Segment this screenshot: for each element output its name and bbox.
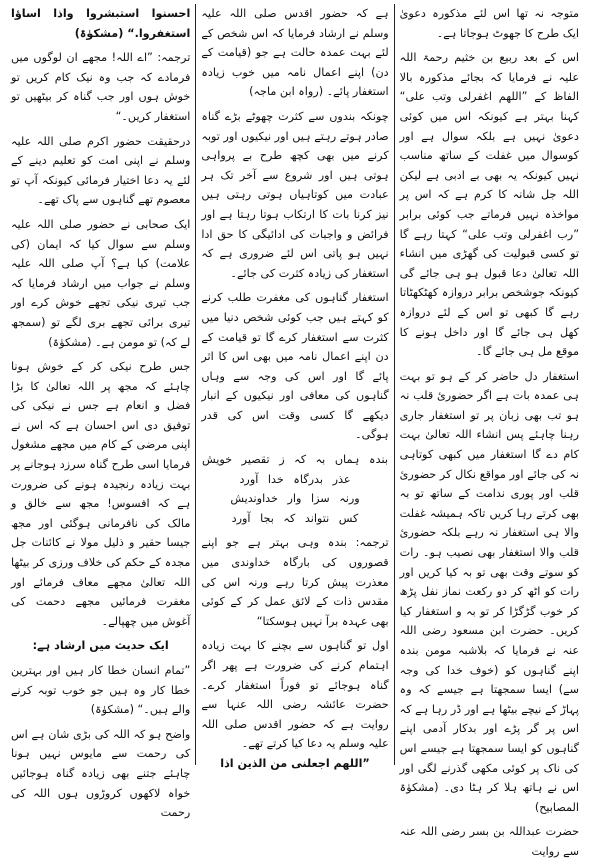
poem-line: کس نتواند کہ بجا آورد: [231, 511, 359, 525]
persian-poem: [201, 450, 388, 528]
paragraph: اول تو گناہوں سے بچنے کا بہت زیادہ اہتمام کرنے کی ضرورت ہے پھر اگر گناہ ہوجائے تو فوراً استغفار کرے۔ حضرت عائشہ رضی اللہ عنہا سے روایت ہے کہ حضور اقدس صلی اللہ علیہ وسلم یہ دعا کیا کرتے تھے۔: [201, 639, 389, 751]
arabic-dua: احسنوا استبشروا واذا اساؤا استغفروا.“ (مشکوٰۃ): [11, 7, 191, 40]
paragraph: چونکہ بندوں سے کثرت چھوٹے بڑے گناہ صادر ہوتے رہتے ہیں اور نیکیوں اور توبہ کرنے میں بھی کچھ طرح بے پرواہی ہوتی ہیں اور شروع سے آخر تک ہر عبادت میں کوتاہیاں ہوتی رہتی ہیں نیز کرنا بات کا ارتکاب ہوتا رہتا ہے اور فرائض و واجبات کی ادائیگی کا حق ادا نہیں ہو پاتی اس لئے ضروری ہے کہ استغفار کی زیادہ کثرت کی جائے۔: [201, 109, 389, 280]
paragraph: ”تمام انسان خطا کار ہیں اور بہترین خطا کار وہ ہیں جو خوب توبہ کرنے والے ہیں۔“ (مشکوٰۃ): [11, 664, 191, 717]
paragraph: درحقیقت حضور اکرم صلی اللہ علیہ وسلم نے اپنی امت کو تعلیم دینے کے لئے یہ دعا اختیار فرمائی کیونکہ آپ تو معصوم تھے گناہوں سے پاک تھے۔: [11, 134, 191, 207]
paragraph: ایک صحابی نے حضور صلی اللہ علیہ وسلم سے سوال کیا کہ ایمان (کی علامت) کیا ہے؟ آپ صلی اللہ علیہ وسلم نے جواب میں ارشاد فرمایا کہ جب تیری نیکی تجھے خوش کرے اور تیری برائی تجھے بری لگے تو (سمجھ لے کہ) تو مومن ہے۔ (مشکوٰۃ): [11, 217, 191, 349]
arabic-dua: ”اللھم اجعلنی من الذین اذا: [220, 756, 370, 770]
column-middle: [196, 4, 393, 770]
paragraph: ترجمہ: بندہ وہی بہتر ہے جو اپنے قصوروں کی بارگاہ خداوندی میں معذرت پیش کرتا رہے ورنہ اس کی مقدس ذات کے لائق عمل کر کے کوئی بھی عہدہ برآ نہیں ہوسکتا“: [201, 536, 389, 628]
paragraph: ہے کہ حضور اقدس صلی اللہ علیہ وسلم نے ارشاد فرمایا کہ اس شخص کے لئے بہت عمدہ حالت ہے جو (قیامت کے دن) اپنے اعمال نامہ میں خوب زیادہ استغفار پائے۔ (رواہ ابن ماجہ): [201, 7, 389, 99]
paragraph: استغفار دل حاضر کر کے ہو تو بہت ہی عمدہ بات ہے اگر حضوریٔ قلب نہ ہو تب بھی زبان پر تو استغفار جاری رہنا چاہئے پس انشاء اللہ تعالیٰ بہت کام دے گا استغفار میں کبھی کوتاہی نہ کی جائے اور مواقع نکال کر حضوریٔ قلب اور پوری ندامت کے ساتھ تو بہ بھی کرتے رہا کریں تاکہ ہمیشہ غفلت والا ہی استغفار نہ رہے بلکہ حضوریٔ قلب والا استغفار بھی نصیب ہو۔ رات کو سوتے وقت بھی تو بہ کیا کریں اور رات کو اٹھ کر دو رکعت نماز نفل پڑھ کر خوب گڑگڑا کر تو بہ و استغفار کیا کریں۔ حضرت ابن مسعود رضی اللہ عنہ نے فرمایا کہ بلاشبہ مومن بندہ اپنے گناہوں کو (خوف خدا کی وجہ سے) ایسا سمجھتا ہے جیسے کہ وہ پہاڑ کے نیچے بیٹھا ہے اور ڈر رہا ہے کہ اس پر گر پڑے اور بدکار آدمی اپنے گناہوں کو ایسا سمجھتا ہے جیسے اس کی ناک پر کوئی مکھی گذرنے لگی اور اس نے ہاتھ ہلا کر ہٹا دی۔ (مشکوٰۃ المصابیح): [399, 369, 579, 814]
paragraph: استغفار گناہوں کی مغفرت طلب کرنے کو کہتے ہیں جب کوئی شخص دنیا میں کثرت سے استغفار کرے گا تو قیامت کے دن اپنے اعمال نامہ میں بھی اس کا اثر پائے گا اور اس کی وجہ سے وہاں گناہوں کی معافی اور نیکیوں کے انبار دیکھے گا کسی وقت اس کی قدر ہوگی۔: [201, 291, 389, 442]
paragraph: جس طرح نیکی کر کے خوش ہونا چاہئے کہ مجھ پر اللہ تعالیٰ کا بڑا فضل و انعام ہے جس نے نیکی کی توفیق دی اس احسان ہے کہ اس نے اپنی مرضی کے کام میں مجھے مشغول فرمایا اسی طرح گناہ سرزد ہوجانے پر بہت زیادہ رنجیدہ ہونے کی ضرورت ہے کہ افسوس! مجھ سے خالق و مالک کی نافرمانی ہوگئی اور مجھ جیسا حقیر و ذلیل مولا نے کائنات جل مجدہ کے حکم کی خلاف ورزی کر بیٹھا اللہ تعالیٰ مجھے معاف فرمائے اور مغفرت فرمائیں مجھے دحمت کی آغوش میں چھپالے۔: [11, 360, 191, 628]
paragraph: حضرت عبداللہ بن بسر رضی اللہ عنہ سے روایت: [399, 825, 579, 858]
column-left: [6, 4, 195, 820]
poem-line: بندہ ہماں بہ کہ ز تقصیر خویش: [202, 453, 388, 467]
paragraph: ترجمہ: ”اے اللہ! مجھے ان لوگوں میں فرمادے کہ جب وہ نیک کام کریں تو خوش ہوں اور جب گناہ کر بیٹھیں تو استغفار کریں۔“: [11, 51, 191, 123]
paragraph: متوجہ نہ تھا اس لئے مذکورہ دعویٰ ایک طرح کا جھوٹ ہوجاتا ہے۔: [399, 7, 579, 40]
section-heading: ایک حدیث میں ارشاد ہے:: [32, 639, 169, 653]
column-right: [395, 4, 584, 858]
poem-line: ورنہ سزا وار خداوندیش: [230, 492, 360, 506]
paragraph: واضح ہو کہ اللہ کی بڑی شان ہے اس کی رحمت سے مایوس نہیں ہونا چاہئے جتنے بھی زیادہ گناہ ہوجائیں خواہ لاکھوں کروڑوں ہوں اللہ کی رحمت: [11, 727, 191, 820]
poem-line: عذر بدرگاہ خدا آورد: [239, 472, 351, 486]
paragraph: اس کے بعد ربیع بن خثیم رحمۃ اللہ علیہ نے فرمایا کہ بجائے مذکورہ بالا الفاظ کے ”اللھم اغفرلی وتب علی“ کہنا بہتر ہے کیونکہ اس میں کوئی دعویٰ نہیں ہے بلکہ سوال ہے اور کوسوال میں غفلت کے ساتھ مناسب نہیں کیونکہ یہ بھی بے ادبی ہے لیکن اللہ جل شانہ کا کرم ہے کہ اس پر مواخذہ نہیں فرماتے جب کوئی برابر ”رب اغفرلی وتب علی“ کہتا رہے گا تو کسی قبولیت کی گھڑی میں انشاء اللہ تعالیٰ دعا قبول ہو ہی جائے گی کیونکہ جوشخص برابر دروازہ کھٹکھٹاتا رہے گا کبھی تو اس کے لئے دروازہ کھل ہی جائے گا اور داخل ہونے کا موقع مل ہی جائے گا۔: [399, 51, 579, 359]
